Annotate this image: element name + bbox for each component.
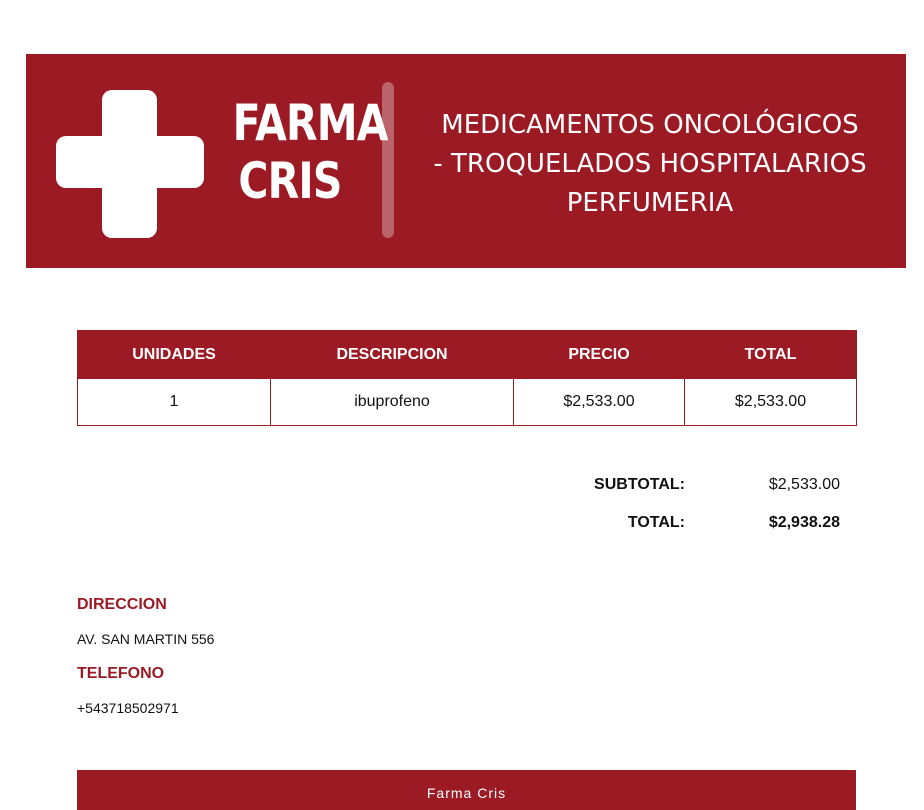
footer-text: Farma Cris — [426, 785, 507, 801]
address-heading: DIRECCION — [77, 596, 167, 613]
cell-unidades: 1 — [78, 379, 271, 426]
tagline-line-3: PERFUMERIA — [566, 188, 734, 218]
tagline-line-1: MEDICAMENTOS ONCOLÓGICOS — [441, 110, 859, 140]
items-table — [77, 330, 857, 426]
cell-descripcion: ibuprofeno — [271, 379, 514, 426]
subtotal-label: SUBTOTAL: — [594, 476, 685, 493]
column-header-total: TOTAL — [685, 331, 857, 379]
column-header-descripcion: DESCRIPCION — [271, 331, 514, 379]
tagline-line-2: - TROQUELADOS HOSPITALARIOS — [433, 149, 867, 179]
column-header-precio: PRECIO — [514, 331, 685, 379]
table-header-row — [78, 331, 857, 379]
total-label: TOTAL: — [627, 514, 685, 531]
brand-logo-text — [232, 94, 388, 210]
subtotal-row — [540, 474, 850, 512]
column-header-unidades: UNIDADES — [78, 331, 271, 379]
totals-block — [540, 474, 850, 550]
phone-heading: TELEFONO — [77, 665, 165, 682]
subtotal-value: $2,533.00 — [768, 476, 840, 493]
medical-cross-icon — [56, 90, 204, 238]
header-tagline — [410, 106, 890, 223]
brand-line-1: FARMA — [232, 94, 388, 152]
phone-text: +543718502971 — [77, 700, 179, 716]
header-divider — [382, 82, 394, 238]
address-text: AV. SAN MARTIN 556 — [77, 631, 215, 647]
total-value: $2,938.28 — [768, 514, 840, 531]
table-row — [78, 379, 857, 426]
brand-line-2: CRIS — [238, 152, 342, 210]
total-row — [540, 512, 850, 550]
contact-section — [77, 594, 214, 732]
header-banner — [26, 54, 906, 268]
cell-total: $2,533.00 — [685, 379, 857, 426]
footer-bar — [77, 770, 856, 810]
cell-precio: $2,533.00 — [514, 379, 685, 426]
